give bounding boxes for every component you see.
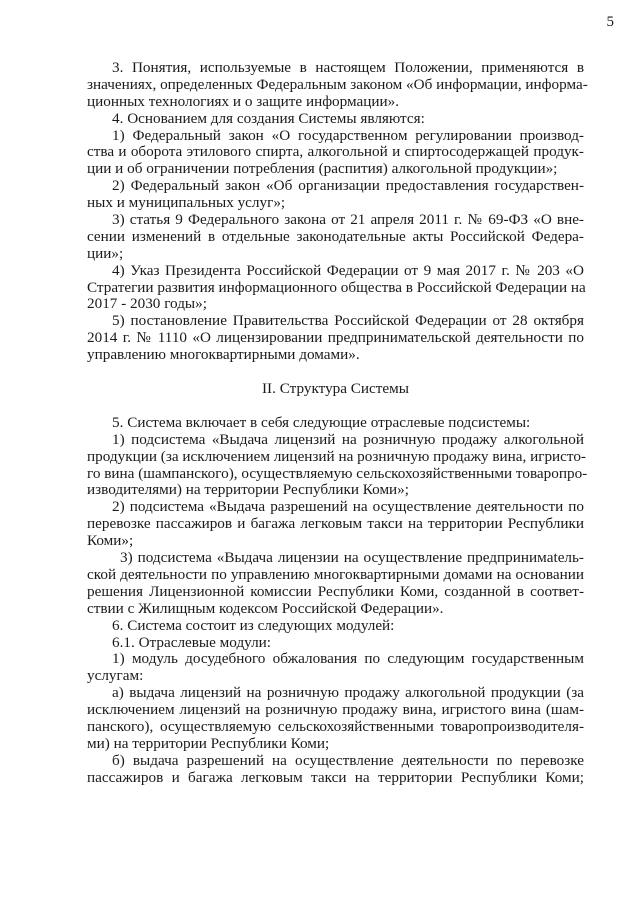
text-line: значениях, определенных Федеральным законом «Об информации, информа- [87,75,588,93]
text-line: ции и об ограничении потребления (распития) алкогольной продукции»; [87,160,558,178]
text-line: 5. Система включает в себя следующие отраслевые подсистемы: [112,413,531,431]
text-line: пассажиров и багажа легковым такси на территории Республики Коми; [87,768,584,786]
text-line: панского), осуществляемую сельскохозяйственными товаропроизводителя- [87,717,584,735]
text-line: решения Лицензионной комиссии Республики Коми, созданной в соответ- [87,582,584,600]
text-line: ствии с Жилищным кодексом Российской Федерации». [87,599,444,617]
text-line: 2) Федеральный закон «Об организации предоставления государствен- [112,177,584,195]
text-line: ства и оборота этилового спирта, алкогольной и спиртосодержащей продук- [87,143,584,161]
text-line: ми) на территории Республики Коми; [87,734,330,752]
text-line: а) выдача лицензий на розничную продажу алкогольной продукции (за [112,684,584,702]
text-line: 1) Федеральный закон «О государственном регулировании производ- [112,126,584,144]
text-line: 2014 г. № 1110 «О лицензировании предпринимательской деятельности по [87,329,584,347]
text-line: ской деятельности по управлению многоквартирными домами на основании [87,565,584,583]
text-line: 6.1. Отраслевые модули: [112,633,272,651]
document-body [87,59,588,787]
text-line: исключением лицензий на розничную продажу вина, игристого вина (шам- [87,701,584,719]
text-line: 1) подсистема «Выдача лицензий на розничную продажу алкогольной [112,430,584,448]
text-line: перевозке пассажиров и багажа легковым такси на территории Республики [87,515,584,533]
text-line: 5) постановление Правительства Российской Федерации от 28 октября [112,312,584,330]
text-line: 2) подсистема «Выдача разрешений на осуществление деятельности по [112,498,584,516]
text-line: Коми»; [87,532,134,550]
text-line: ции»; [87,244,124,262]
text-line: 2017 - 2030 годы»; [87,295,207,313]
text-line: 4. Основанием для создания Системы являются: [112,109,425,127]
text-line: б) выдача разрешений на осуществление деятельности по перевозке [112,751,584,769]
text-line: изводителями) на территории Республики Коми»; [87,481,409,499]
text-line: Стратегии развития информационного общества в Российской Федерации на [87,278,586,296]
text-line: услугам: [87,667,144,685]
text-line: 3) статья 9 Федерального закона от 21 апреля 2011 г. № 69-ФЗ «О вне- [112,211,584,229]
section-heading: II. Структура Системы [262,380,409,398]
text-line: ционных технологиях и о защите информации». [87,92,400,110]
text-line: ных и муниципальных услуг»; [87,194,286,212]
text-line: 3) подсистема «Выдача лицензии на осуществление предпринимatель- [120,549,584,567]
text-line: управлению многоквартирными домами». [87,346,360,364]
text-line: продукции (за исключением лицензий на розничную продажу вина, игристо- [87,447,586,465]
text-line: 4) Указ Президента Российской Федерации от 9 мая 2017 г. № 203 «О [112,261,584,279]
text-line: сении изменений в отдельные законодательные акты Российской Федера- [87,227,584,245]
text-line: 6. Система состоит из следующих модулей: [112,616,395,634]
text-line: го вина (шампанского), осуществляемую сельскохозяйственными товаропро- [87,464,588,482]
text-line: 1) модуль досудебного обжалования по следующим государственным [112,650,584,668]
page-number: 5 [606,14,614,30]
text-line: 3. Понятия, используемые в настоящем Положении, применяются в [112,59,584,76]
